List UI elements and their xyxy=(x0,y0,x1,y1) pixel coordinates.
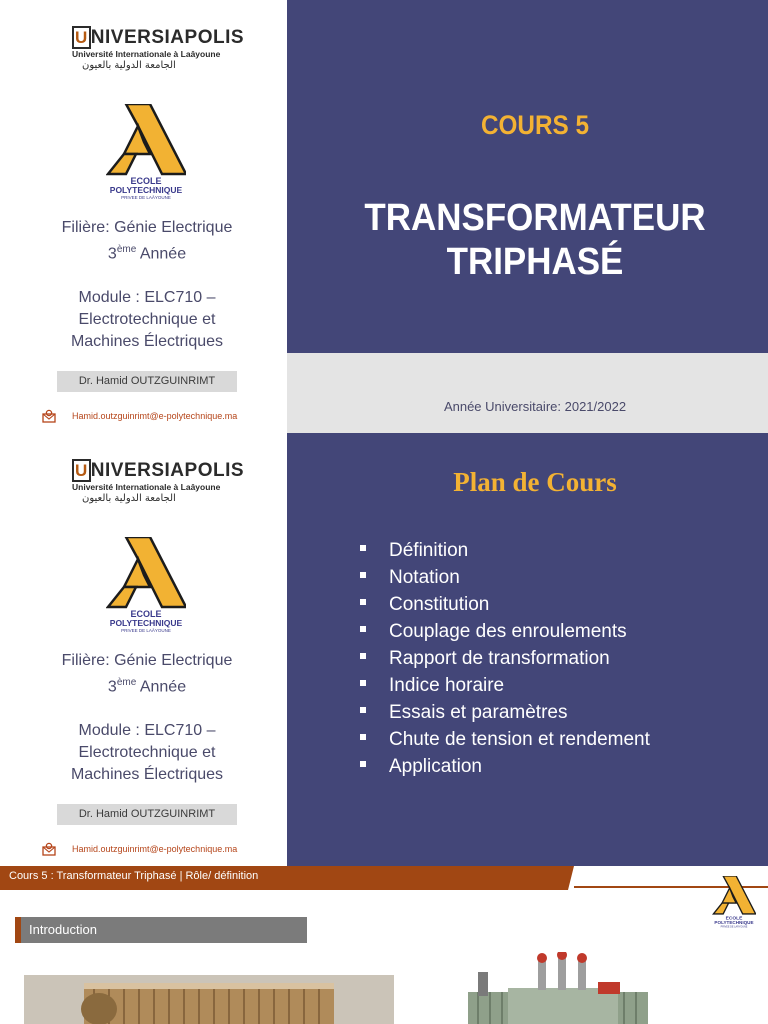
university-arabic-name: الجامعة الدولية بالعيون xyxy=(82,493,176,504)
email-text[interactable]: Hamid.outzguinrimt@e-polytechnique.ma xyxy=(72,411,238,421)
filiere-block xyxy=(0,217,294,265)
filiere-line: Filière: Génie Electrique xyxy=(61,652,233,669)
ecole-polytechnique-logo xyxy=(106,537,186,633)
year-line: 3ème Année xyxy=(107,677,187,696)
plan-item: Notation xyxy=(360,564,650,591)
university-arabic-name: الجامعة الدولية بالعيون xyxy=(82,60,176,71)
winding-illustration xyxy=(24,975,394,1024)
square-bullet-icon xyxy=(360,545,366,551)
square-bullet-icon xyxy=(360,761,366,767)
square-bullet-icon xyxy=(360,572,366,578)
square-bullet-icon xyxy=(360,707,366,713)
square-bullet-icon xyxy=(360,599,366,605)
plan-title: Plan de Cours xyxy=(453,467,617,497)
slide-title xyxy=(0,0,768,433)
module-line2: Electrotechnique et xyxy=(78,744,216,761)
wordmark-first: U xyxy=(72,26,91,49)
professor-name: Dr. Hamid OUTZGUINRIMT xyxy=(57,371,237,392)
square-bullet-icon xyxy=(360,734,366,740)
module-line2: Electrotechnique et xyxy=(78,311,216,328)
module-line3: Machines Électriques xyxy=(70,766,224,783)
module-block xyxy=(0,720,294,786)
university-subtitle: Université Internationale à Laâyoune xyxy=(72,482,221,492)
universiapolis-logo xyxy=(72,460,245,504)
plan-item: Application xyxy=(360,753,650,780)
title-line2: TRIPHASÉ xyxy=(446,241,624,283)
ecole-polytechnique-logo xyxy=(712,876,756,928)
year-line: 3ème Année xyxy=(107,244,187,263)
universiapolis-logo xyxy=(72,27,245,71)
course-number: COURS 5 xyxy=(480,110,590,140)
module-line1: Module : ELC710 – xyxy=(78,722,216,739)
wordmark-first: U xyxy=(72,459,91,482)
slide-plan xyxy=(0,433,768,866)
logo-line1: ECOLE xyxy=(130,609,162,619)
module-line3: Machines Électriques xyxy=(70,333,224,350)
title-line1: TRANSFORMATEUR xyxy=(364,197,706,239)
square-bullet-icon xyxy=(360,626,366,632)
three-phase-transformer-photo xyxy=(448,952,658,1024)
academic-year: Année Universitaire: 2021/2022 xyxy=(443,399,627,414)
square-bullet-icon xyxy=(360,653,366,659)
year-band xyxy=(287,353,768,433)
logo-line3: PRIVEE DE LAÂYOUNE xyxy=(720,925,748,928)
logo-line3: PRIVEE DE LAÂYOUNE xyxy=(121,195,171,200)
wordmark-rest: NIVERSIAPOLIS xyxy=(90,460,245,481)
logo-line2: POLYTECHNIQUE xyxy=(109,185,183,195)
logo-line1: ECOLE xyxy=(130,176,162,186)
section-heading: Introduction xyxy=(15,917,307,943)
plan-item: Couplage des enroulements xyxy=(360,618,650,645)
module-line1: Module : ELC710 – xyxy=(78,289,216,306)
email-text[interactable]: Hamid.outzguinrimt@e-polytechnique.ma xyxy=(72,844,238,854)
plan-item: Indice horaire xyxy=(360,672,650,699)
plan-item: Rapport de transformation xyxy=(360,645,650,672)
contact-email xyxy=(42,408,237,424)
contact-email xyxy=(42,841,237,857)
plan-item: Constitution xyxy=(360,591,650,618)
right-panel xyxy=(287,0,768,353)
ecole-polytechnique-logo xyxy=(106,104,186,200)
slide-introduction xyxy=(0,866,768,1024)
logo-line2: POLYTECHNIQUE xyxy=(109,618,183,628)
filiere-line: Filière: Génie Electrique xyxy=(61,219,233,236)
slide-header-text: Cours 5 : Transformateur Triphasé | Rôle/ définition xyxy=(9,870,259,882)
professor-name: Dr. Hamid OUTZGUINRIMT xyxy=(57,804,237,825)
module-block xyxy=(0,287,294,353)
university-subtitle: Université Internationale à Laâyoune xyxy=(72,49,221,59)
square-bullet-icon xyxy=(360,680,366,686)
plan-item: Chute de tension et rendement xyxy=(360,726,650,753)
course-title xyxy=(307,196,763,284)
transformer-illustration xyxy=(448,952,658,1024)
mail-person-icon xyxy=(42,409,56,423)
wordmark-rest: NIVERSIAPOLIS xyxy=(90,27,245,48)
logo-line2: POLYTECHNIQUE xyxy=(714,920,754,926)
mail-person-icon xyxy=(42,842,56,856)
logo-line3: PRIVEE DE LAÂYOUNE xyxy=(121,628,171,633)
plan-item: Définition xyxy=(360,537,650,564)
plan-item: Essais et paramètres xyxy=(360,699,650,726)
filiere-block xyxy=(0,650,294,698)
plan-list xyxy=(360,537,650,780)
logo-line1: ECOLE xyxy=(725,916,743,922)
transformer-winding-photo xyxy=(24,975,394,1024)
